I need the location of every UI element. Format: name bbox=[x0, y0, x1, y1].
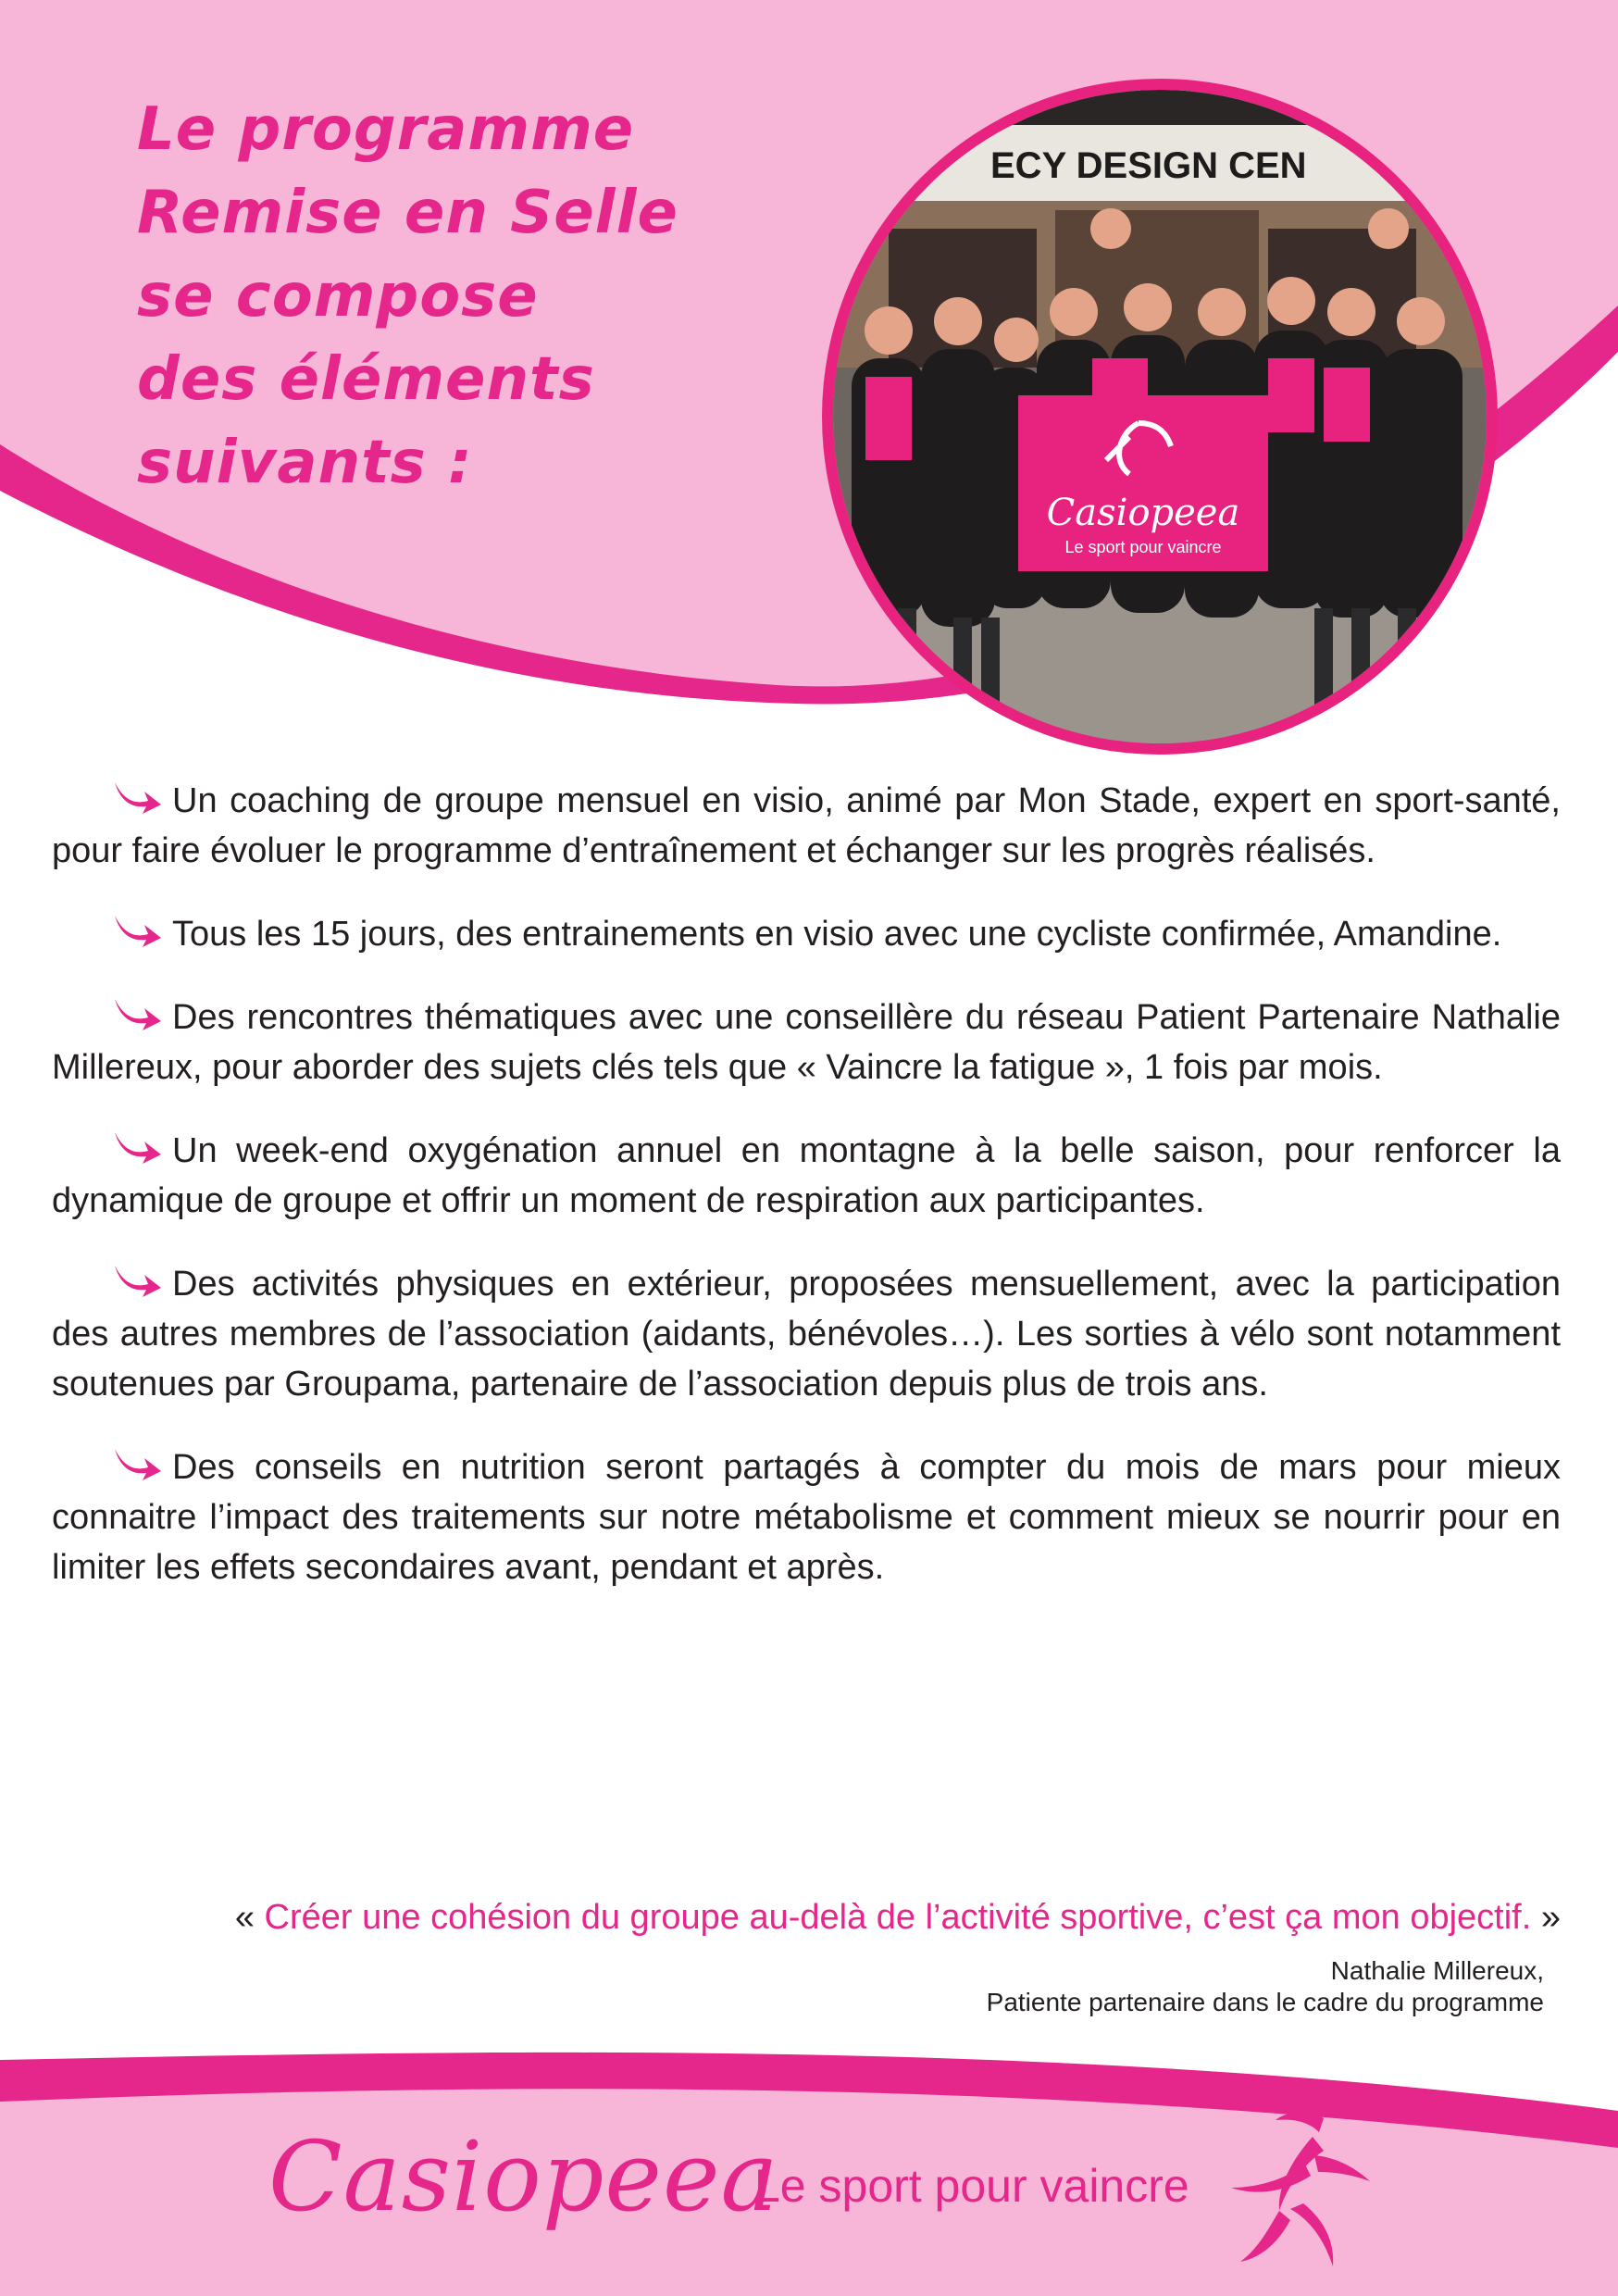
page-title bbox=[137, 88, 840, 505]
arrow-icon bbox=[111, 910, 163, 949]
footer-brand-name: Casiopeea bbox=[268, 2120, 779, 2233]
arrow-icon bbox=[111, 1443, 163, 1482]
group-photo bbox=[833, 90, 1487, 743]
author-name: Nathalie Millereux, bbox=[1330, 1956, 1544, 1985]
list-item bbox=[52, 776, 1561, 876]
title-line-1: Le programme bbox=[137, 95, 635, 164]
list-item-text: Un week-end oxygénation annuel en montagne à la belle saison, pour renforcer la dynamique de groupe et offrir un moment de respiration aux participantes. bbox=[52, 1131, 1561, 1220]
building-sign-text: ECY DESIGN CEN bbox=[990, 145, 1307, 186]
list-item bbox=[52, 1126, 1561, 1226]
group-photo-illustration bbox=[833, 90, 1487, 743]
group-photo-frame bbox=[822, 79, 1498, 755]
arrow-icon bbox=[111, 777, 163, 816]
list-item bbox=[52, 1442, 1561, 1592]
title-line-2: Remise en Selle bbox=[137, 179, 678, 247]
list-item-text: Des conseils en nutrition seront partagés à compter du mois de mars pour mieux connaitre l’impact des traitements sur notre métabolisme et comment mieux se nourrir pour en limiter les effets secondaires avant, pendant et après. bbox=[52, 1448, 1561, 1587]
author-role: Patiente partenaire dans le cadre du programme bbox=[986, 1988, 1544, 2016]
banner-tagline-text: Le sport pour vaincre bbox=[1064, 538, 1222, 556]
arrow-icon bbox=[111, 1260, 163, 1299]
arrow-icon bbox=[111, 1127, 163, 1166]
list-item-text: Un coaching de groupe mensuel en visio, animé par Mon Stade, expert en sport-santé, pour faire évoluer le programme d’entraînement et échanger sur les progrès réalisés. bbox=[52, 781, 1561, 870]
list-item-text: Des activités physiques en extérieur, proposées mensuellement, avec la participation des autres membres de l’association (aidants, bénévoles…). Les sorties à vélo sont notamment soutenues par Groupama, partenaire de l’association depuis plus de trois ans. bbox=[52, 1265, 1561, 1404]
list-item bbox=[52, 1259, 1561, 1409]
arrow-icon bbox=[111, 993, 163, 1032]
footer-tagline: Le sport pour vaincre bbox=[754, 2160, 1189, 2212]
list-item-text: Tous les 15 jours, des entrainements en visio avec une cycliste confirmée, Amandine. bbox=[172, 915, 1502, 954]
quote-open-mark: « bbox=[234, 1898, 265, 1937]
quote-text: Créer une cohésion du groupe au-delà de l’activité sportive, c’est ça mon objectif. bbox=[264, 1898, 1532, 1937]
list-item bbox=[52, 992, 1561, 1092]
list-item bbox=[52, 909, 1561, 959]
testimonial-quote bbox=[52, 1892, 1561, 1942]
banner-brand-text: Casiopeea bbox=[1046, 492, 1240, 534]
title-line-4: des éléments bbox=[137, 345, 595, 414]
runner-logo-icon bbox=[1222, 2100, 1388, 2276]
list-item-text: Des rencontres thématiques avec une conseillère du réseau Patient Partenaire Nathalie Millereux, pour aborder des sujets clés tels que « Vaincre la fatigue », 1 fois par mois. bbox=[52, 998, 1561, 1087]
program-items-list bbox=[52, 776, 1561, 1626]
title-line-5: suivants : bbox=[137, 429, 473, 497]
quote-close-mark: » bbox=[1531, 1898, 1561, 1937]
title-line-3: se compose bbox=[137, 262, 539, 331]
quote-author bbox=[987, 1955, 1544, 2018]
